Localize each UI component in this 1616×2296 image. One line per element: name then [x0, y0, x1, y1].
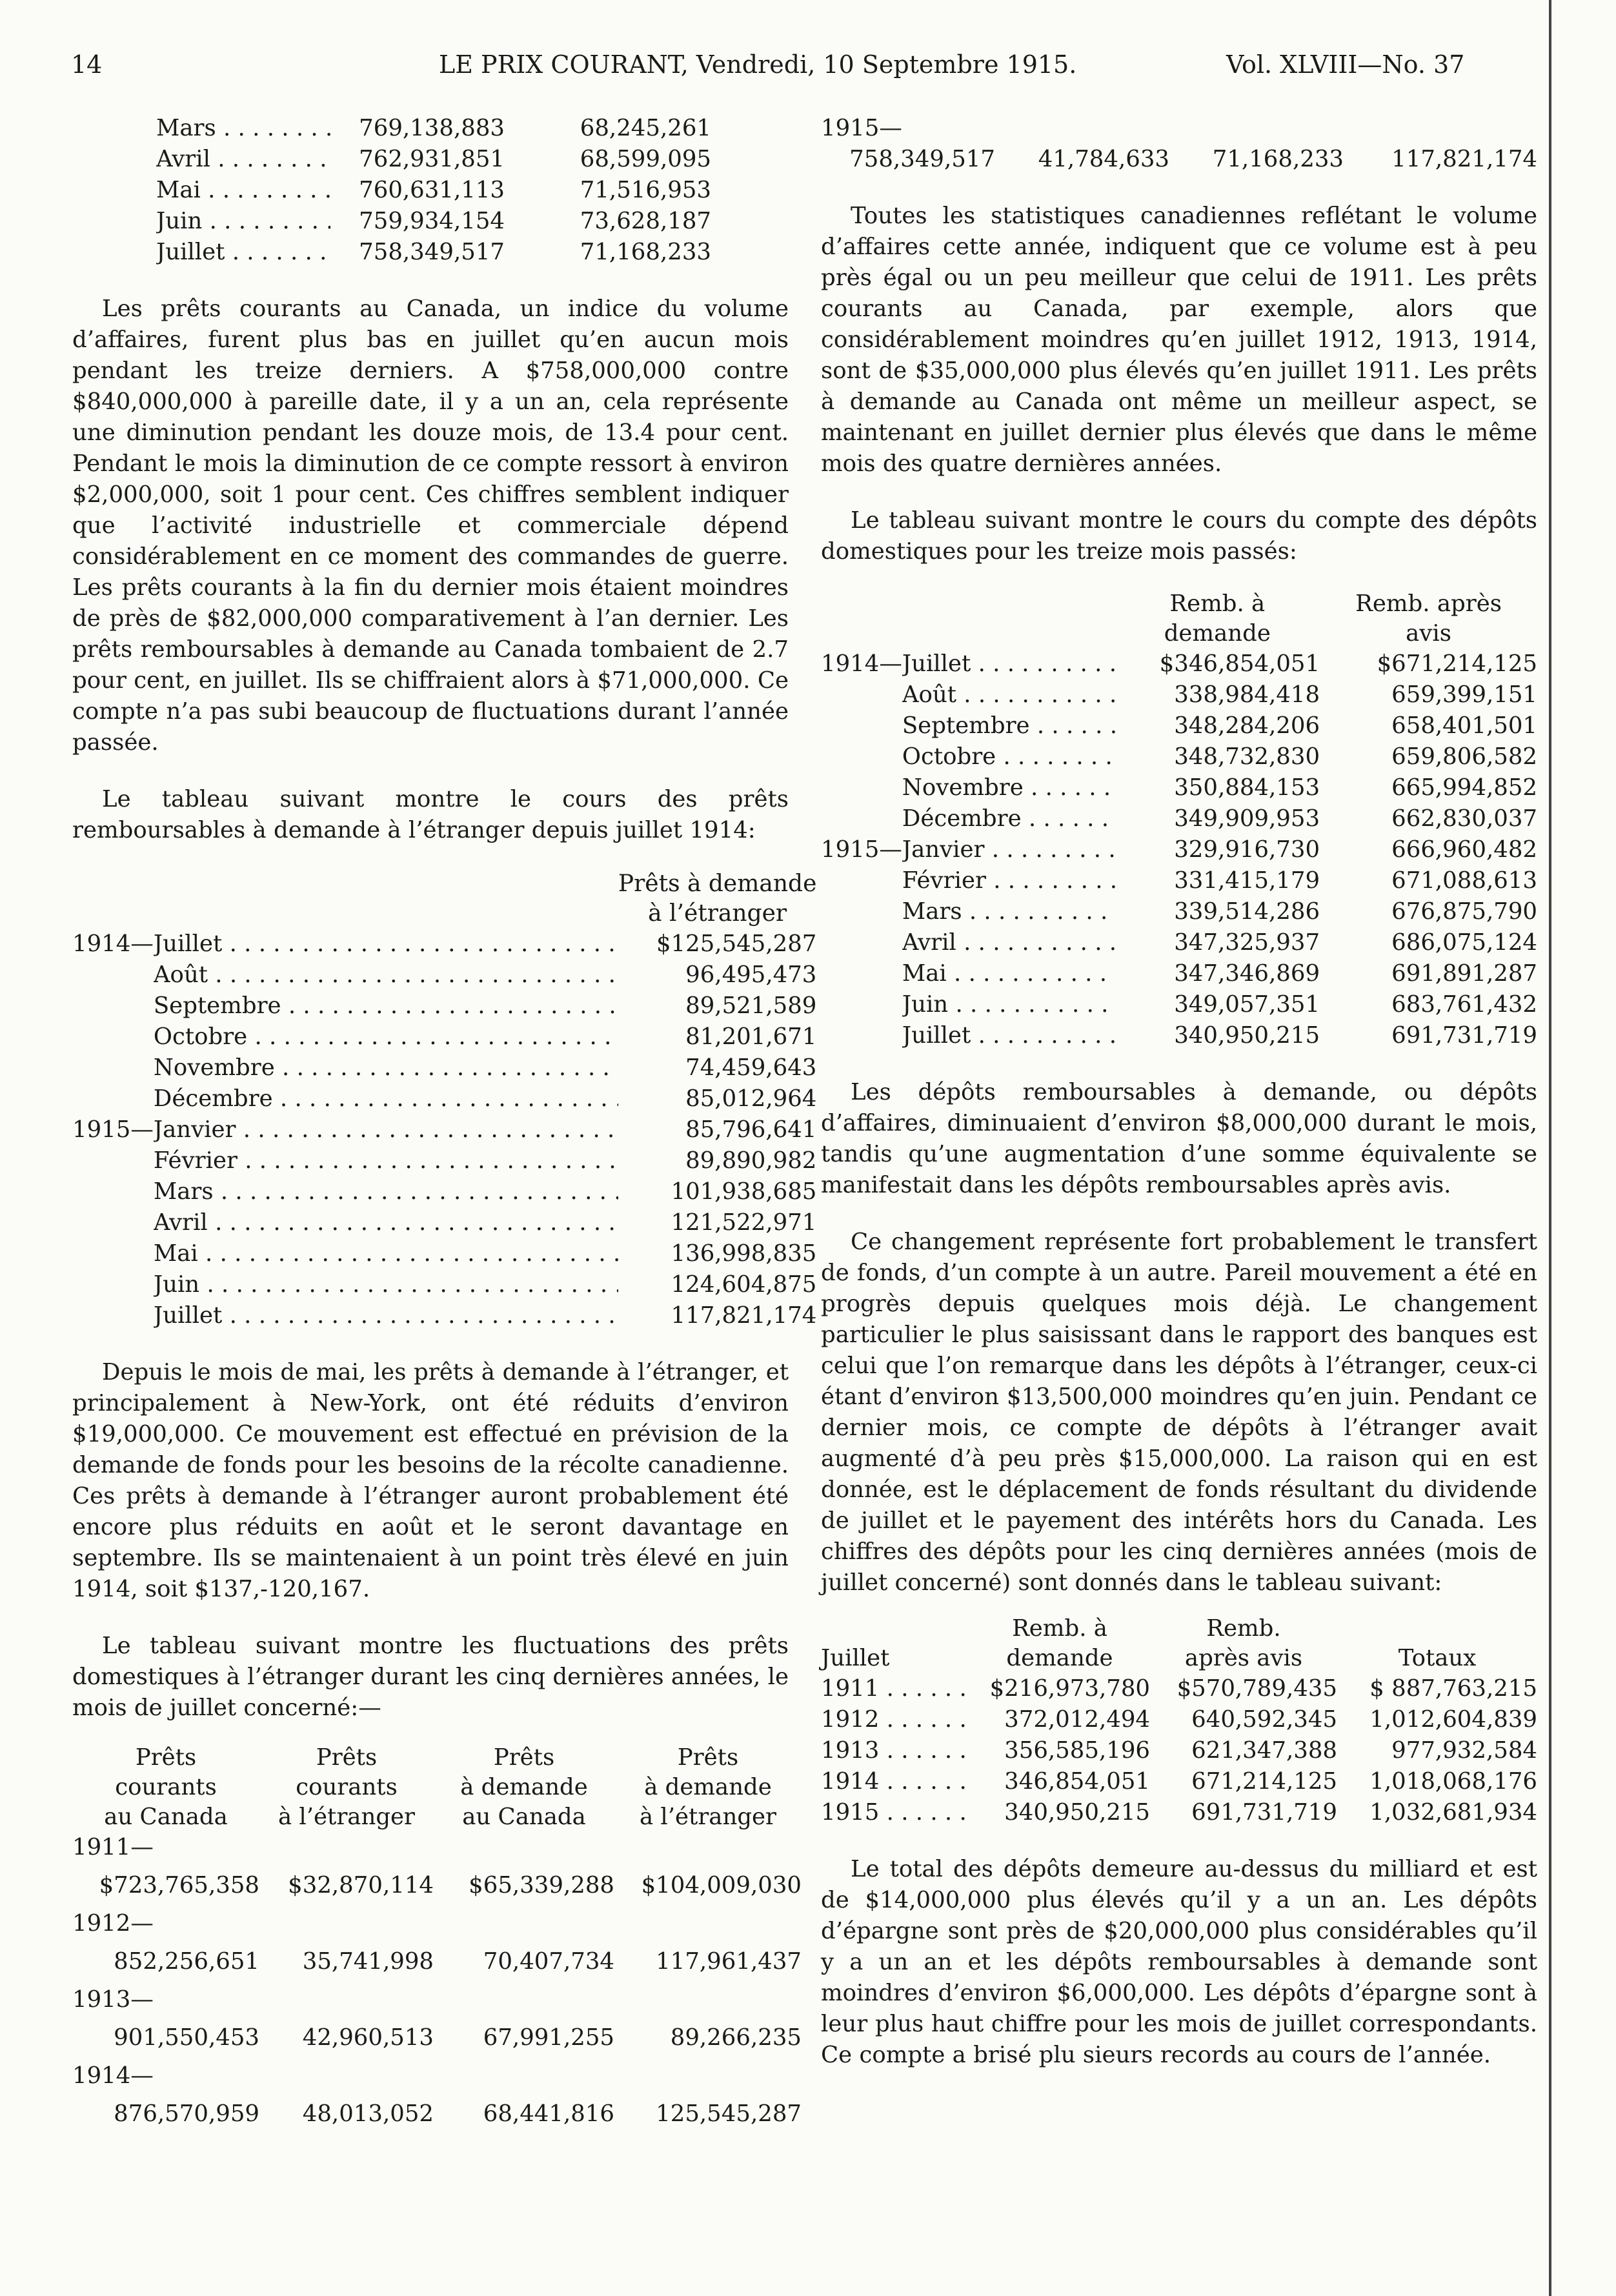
table-row — [821, 1735, 1537, 1766]
table-cell: 74,459,643 — [685, 1054, 817, 1081]
table-cell: Décembre . . . — [902, 803, 1115, 834]
table-row — [156, 113, 711, 144]
table-row — [821, 710, 1537, 741]
table-cell: 68,245,261 — [580, 115, 711, 141]
table-cell: Septembre . . . — [154, 991, 618, 1022]
volume-number: Vol. XLVIII—No. 37 — [1226, 50, 1465, 79]
table-row — [821, 958, 1537, 989]
table-cell: 691,731,719 — [1391, 1022, 1537, 1049]
table-cell: $346,854,051 — [1159, 650, 1320, 677]
table-cell: 758,349,517 — [359, 239, 505, 265]
table-cell: Février . . . — [154, 1145, 618, 1176]
table-cell: Mai . . . — [154, 1238, 618, 1269]
table-row — [72, 2015, 802, 2060]
table-cell: 666,960,482 — [1391, 836, 1537, 863]
table-row — [72, 1238, 816, 1269]
left-column — [72, 113, 817, 2137]
five-year-loans-1915-row — [821, 113, 1537, 175]
table-cell: 686,075,124 — [1391, 929, 1537, 956]
table-cell: Juillet . . . — [902, 1020, 1115, 1051]
table-cell: 42,960,513 — [302, 2024, 434, 2051]
table-cell: 901,550,453 — [114, 2024, 259, 2051]
table-cell: 340,950,215 — [1174, 1022, 1320, 1049]
five-year-loans-table — [72, 1743, 802, 2137]
table-cell: $ 887,763,215 — [1369, 1675, 1537, 1702]
table-row — [821, 680, 1537, 710]
table-cell: Juin . . . — [902, 989, 1115, 1020]
table-cell: Juin . . . — [154, 1269, 618, 1300]
foreign-loans-header-2: à l’étranger — [648, 900, 787, 927]
table-cell: 348,732,830 — [1174, 743, 1320, 770]
table-cell: 1914— — [821, 650, 902, 677]
table-cell: 760,631,113 — [359, 177, 505, 203]
table-cell: 1,018,068,176 — [1369, 1768, 1537, 1795]
table-cell: Avril . . . — [902, 927, 1115, 958]
table-cell — [821, 927, 902, 958]
table-cell — [72, 960, 154, 991]
table-row — [72, 1022, 816, 1052]
table-cell: 70,407,734 — [483, 1948, 614, 1975]
table-cell: 640,592,345 — [1191, 1706, 1337, 1733]
table-cell: Juillet . . . — [156, 237, 330, 268]
table-cell: 1,012,604,839 — [1369, 1706, 1537, 1733]
table-row — [156, 175, 711, 206]
table-row — [156, 144, 711, 175]
table-cell: 89,521,589 — [685, 992, 817, 1019]
table-cell: Novembre . . . — [902, 772, 1115, 803]
table-cell — [72, 1238, 154, 1269]
table-cell: 331,415,179 — [1174, 867, 1320, 894]
table-cell: Octobre . . . — [902, 741, 1115, 772]
table-cell: 85,012,964 — [685, 1085, 817, 1112]
col2-header: Prêts courants à l’étranger — [278, 1744, 416, 1830]
table-cell — [821, 865, 902, 896]
table-cell — [72, 1300, 154, 1331]
table-row — [72, 1300, 816, 1331]
table-cell: 71,516,953 — [580, 177, 711, 203]
table-cell: 662,830,037 — [1391, 805, 1537, 832]
table-row — [72, 1207, 816, 1238]
table-cell: 125,545,287 — [656, 2100, 802, 2127]
table-cell — [821, 989, 902, 1020]
table-cell: 1915 . . . — [821, 1797, 969, 1828]
table-cell: 1914— — [72, 931, 154, 957]
table-cell: 372,012,494 — [1004, 1706, 1150, 1733]
table-row — [821, 896, 1537, 927]
table-cell: 81,201,671 — [685, 1023, 817, 1050]
table-cell: 35,741,998 — [302, 1948, 434, 1975]
table-cell: 117,821,174 — [671, 1302, 817, 1329]
table-cell: Mai . . . — [156, 175, 330, 206]
paragraph-deposits-intro: Le tableau suivant montre le cours du compte des dépôts domestiques pour les treize mois passés: — [821, 507, 1537, 565]
table-cell — [72, 1145, 154, 1176]
table-cell: 1915— — [821, 836, 902, 863]
table-cell: 73,628,187 — [580, 208, 711, 234]
table-cell: 346,854,051 — [1004, 1768, 1150, 1795]
table-cell — [72, 1022, 154, 1052]
table-cell: Novembre . . . — [154, 1052, 618, 1083]
table-cell: 1914 . . . — [821, 1766, 969, 1797]
table-row — [821, 1020, 1537, 1051]
table-cell: 1911— — [72, 1834, 154, 1860]
table-cell: 762,931,851 — [359, 146, 505, 172]
table-cell — [72, 991, 154, 1022]
table-cell — [821, 772, 902, 803]
right-column — [821, 113, 1537, 2071]
table-cell — [72, 1176, 154, 1207]
table-cell: Septembre . . . — [902, 710, 1115, 741]
table-cell: Juin . . . — [156, 206, 330, 237]
table-cell: 85,796,641 — [685, 1116, 817, 1143]
page-number: 14 — [71, 50, 103, 79]
deposits-table — [821, 589, 1537, 1051]
table-row — [72, 1269, 816, 1300]
table-row — [821, 1797, 1537, 1828]
table-cell: Mars . . . — [902, 896, 1115, 927]
table-cell: Août . . . — [902, 680, 1115, 710]
table-row — [72, 1832, 802, 1863]
table-cell: 769,138,883 — [359, 115, 505, 141]
table-cell — [72, 1207, 154, 1238]
table-cell: 665,994,852 — [1391, 774, 1537, 801]
paragraph-transfer-funds: Ce changement représente fort probablement le transfert de fonds, d’un compte à un autre. Pareil mouvement a été en progrès depuis quelques mois déjà. Le changement particulier le plus saisissant dans le rapport des banques est celui que l’on remarque dans les dépôts à l’étranger, ceux-ci étant d’environ $13,500,000 moindres qu’en juin. Pendant ce dernier mois, ce compte de dépôts à l’étranger avait augmenté d’à peu près $15,000,000. La raison qui en est donnée, est le déplacement de fonds résultant du dividende de juillet et le payement des intérêts hors du Canada. Les chiffres des dépôts pour les cinq dernières années (mois de juillet concerné) sont donnés dans le tableau suivant: — [821, 1229, 1537, 1596]
page-header — [71, 50, 1517, 89]
table-row — [821, 865, 1537, 896]
table-cell: 621,347,388 — [1191, 1737, 1337, 1764]
table-cell: 1911 . . . — [821, 1673, 969, 1704]
table-cell: 329,916,730 — [1174, 836, 1320, 863]
table-row — [72, 929, 816, 960]
table-row — [821, 1704, 1537, 1735]
table-cell: 1,032,681,934 — [1369, 1799, 1537, 1826]
table-cell: 977,932,584 — [1391, 1737, 1537, 1764]
deposits5-header-c: Totaux — [1398, 1645, 1477, 1671]
deposits5-header-a: Remb. à demande — [1006, 1615, 1113, 1671]
table-cell: 683,761,432 — [1391, 991, 1537, 1018]
table-cell: 1912 . . . — [821, 1704, 969, 1735]
table-cell: 117,821,174 — [1391, 146, 1537, 172]
col4-header: Prêts à demande à l’étranger — [639, 1744, 777, 1830]
table-row — [821, 1673, 1537, 1704]
table-cell: 71,168,233 — [1212, 146, 1344, 172]
table-cell — [821, 710, 902, 741]
paragraph-business-deposits: Les dépôts remboursables à demande, ou dépôts d’affaires, diminuaient d’environ $8,000,000 durant le mois, tandis qu’une augmentation d’une somme équivalente se manifestait dans les dépôts remboursables après avis. — [821, 1079, 1537, 1198]
loans-continued-table — [156, 113, 711, 268]
table-cell: Mars . . . — [156, 113, 330, 144]
table-cell: 659,399,151 — [1391, 681, 1537, 708]
table-cell: 1915— — [72, 1116, 154, 1143]
table-row — [156, 237, 711, 268]
table-cell: 1913 . . . — [821, 1735, 969, 1766]
table-cell: 1912— — [72, 1910, 154, 1937]
table-row — [72, 1052, 816, 1083]
table-cell: 71,168,233 — [580, 239, 711, 265]
table-cell: 876,570,959 — [114, 2100, 259, 2127]
table-cell: 347,346,869 — [1174, 960, 1320, 987]
deposits-header-a: Remb. à demande — [1164, 590, 1271, 647]
table-cell: 356,585,196 — [1004, 1737, 1150, 1764]
table-cell: 68,599,095 — [580, 146, 711, 172]
table-cell: 759,934,154 — [359, 208, 505, 234]
table-cell: 67,991,255 — [483, 2024, 614, 2051]
deposits-year-header: Juillet — [821, 1645, 890, 1671]
table-cell: $216,973,780 — [989, 1675, 1150, 1702]
table-row — [821, 649, 1537, 680]
table-cell: $125,545,287 — [656, 931, 817, 957]
table-cell: Mai . . . — [902, 958, 1115, 989]
table-cell: 1913— — [72, 1986, 154, 2013]
table-row — [72, 2060, 802, 2091]
paragraph-five-year-intro: Le tableau suivant montre les fluctuations des prêts domestiques à l’étranger durant les cinq dernières années, le mois de juillet concerné:— — [72, 1633, 789, 1721]
table-cell: 671,214,125 — [1191, 1768, 1337, 1795]
table-cell — [72, 1269, 154, 1300]
table-row — [821, 1766, 1537, 1797]
table-row — [72, 1984, 802, 2015]
table-cell: 339,514,286 — [1174, 898, 1320, 925]
table-row — [821, 834, 1537, 865]
table-cell: $32,870,114 — [288, 1872, 434, 1898]
table-row — [72, 1145, 816, 1176]
table-cell: Avril . . . — [154, 1207, 618, 1238]
table-cell: 671,088,613 — [1391, 867, 1537, 894]
table-cell: Février . . . — [902, 865, 1115, 896]
table-cell: Octobre . . . — [154, 1022, 618, 1052]
col1-header: Prêts courants au Canada — [104, 1744, 228, 1830]
table-cell: $104,009,030 — [641, 1872, 802, 1898]
table-row — [72, 960, 816, 991]
table-cell: 89,890,982 — [685, 1147, 817, 1174]
table-cell: 121,522,971 — [671, 1209, 817, 1236]
table-row — [821, 741, 1537, 772]
col3-header: Prêts à demande au Canada — [460, 1744, 588, 1830]
table-cell: 1914— — [72, 2062, 154, 2089]
paragraph-canadian-statistics: Toutes les statistiques canadiennes reflétant le volume d’affaires cette année, indiquent que ce volume est à peu près égal ou un peu meilleur que celui de 1911. Les prêts courants au Canada, par exemple, alors que considérablement moindres qu’en juillet 1912, 1913, 1914, sont de $35,000,000 plus élevés qu’en juillet 1911. Les prêts à demande au Canada ont même un meilleur aspect, se maintenant en juillet dernier plus élevés que dans le même mois des quatre dernières années. — [821, 203, 1537, 477]
table-cell: $65,339,288 — [469, 1872, 614, 1898]
table-cell: 96,495,473 — [685, 962, 817, 988]
table-row — [72, 1908, 802, 1939]
table-cell: 758,349,517 — [849, 146, 995, 172]
table-cell: 117,961,437 — [656, 1948, 802, 1975]
table-cell: $570,789,435 — [1177, 1675, 1337, 1702]
table-cell — [821, 741, 902, 772]
table-cell: 349,909,953 — [1174, 805, 1320, 832]
table-cell — [72, 1083, 154, 1114]
table-cell — [821, 896, 902, 927]
table-cell: 340,950,215 — [1004, 1799, 1150, 1826]
table-cell: 659,806,582 — [1391, 743, 1537, 770]
table-cell: 350,884,153 — [1174, 774, 1320, 801]
table-row — [72, 991, 816, 1022]
table-cell: Juillet . . . — [902, 649, 1115, 680]
table-cell: 658,401,501 — [1391, 712, 1537, 739]
table-cell — [821, 803, 902, 834]
table-cell: Avril . . . — [156, 144, 330, 175]
page-edge-line — [1549, 0, 1551, 2296]
paragraph-total-deposits: Le total des dépôts demeure au-dessus du milliard et est de $14,000,000 plus élevés qu’il y a un an. Les dépôts d’épargne sont près de $20,000,000 plus considérables qu’il y a un an et les dépôts remboursables à demande sont moindres d’environ $6,000,000. Les dépôts d’épargne sont à leur plus haut chiffre pour les mois de juillet correspondants. Ce compte a brisé plu sieurs records au cours de l’année. — [821, 1856, 1537, 2068]
table-cell — [821, 958, 902, 989]
table-cell — [821, 680, 902, 710]
deposits5-header-b: Remb. après avis — [1184, 1615, 1303, 1671]
table-cell: Janvier . . . — [154, 1114, 618, 1145]
table-cell: 852,256,651 — [114, 1948, 259, 1975]
table-cell: $671,214,125 — [1377, 650, 1537, 677]
table-row — [72, 2091, 802, 2137]
table-cell: 691,731,719 — [1191, 1799, 1337, 1826]
paragraph-foreign-reduction: Depuis le mois de mai, les prêts à demande à l’étranger, et principalement à New-York, ont été réduits d’environ $19,000,000. Ce mouvement est effectué en prévision de la demande de fonds pour les besoins de la récolte canadienne. Ces prêts à demande à l’étranger auront probablement été encore plus réduits en août et le seront davantage en septembre. Ils se maintenaient à un point très élevé en juin 1914, soit $137,-120,167. — [72, 1359, 789, 1602]
table-cell: 348,284,206 — [1174, 712, 1320, 739]
table-cell: Janvier . . . — [902, 834, 1115, 865]
table-cell: Décembre . . . — [154, 1083, 618, 1114]
table-row — [821, 772, 1537, 803]
year-label-1915: 1915— — [821, 115, 902, 141]
table-cell: Juillet . . . — [154, 929, 618, 960]
table-cell: Juillet . . . — [154, 1300, 618, 1331]
table-cell: 68,441,816 — [483, 2100, 614, 2127]
table-cell: 41,784,633 — [1038, 146, 1169, 172]
five-year-deposits-table — [821, 1614, 1537, 1828]
table-cell: 89,266,235 — [670, 2024, 802, 2051]
table-row — [821, 927, 1537, 958]
table-cell: 101,938,685 — [671, 1178, 817, 1205]
table-cell: Mars . . . — [154, 1176, 618, 1207]
table-row — [72, 1083, 816, 1114]
table-row — [72, 1176, 816, 1207]
table-row — [821, 989, 1537, 1020]
table-row — [72, 1939, 802, 1984]
table-cell: 338,984,418 — [1174, 681, 1320, 708]
table-row — [72, 1114, 816, 1145]
foreign-loans-table — [72, 869, 816, 1331]
foreign-loans-header-1: Prêts à demande — [618, 871, 817, 897]
table-cell: Août . . . — [154, 960, 618, 991]
table-cell: 124,604,875 — [671, 1271, 817, 1298]
table-row — [156, 206, 711, 237]
table-row — [821, 803, 1537, 834]
table-cell — [821, 1020, 902, 1051]
paragraph-current-loans: Les prêts courants au Canada, un indice du volume d’affaires, furent plus bas en juillet qu’en aucun mois pendant les treize derniers. A $758,000,000 contre $840,000,000 à pareille date, il y a un an, cela représente une diminution pendant les douze mois, de 13.4 pour cent. Pendant le mois la diminution de ce compte ressort à environ $2,000,000, soit 1 pour cent. Ces chiffres semblent indiquer que l’activité industrielle et commerciale dépend considérablement en ce moment des commandes de guerre. Les prêts courants à la fin du dernier mois étaient moindres de près de $82,000,000 comparativement à l’an dernier. Les prêts remboursables à demande au Canada tombaient de 2.7 pour cent, en juillet. Ils se chiffraient alors à $71,000,000. Ce compte n’a pas subi beaucoup de fluctuations durant l’année passée. — [72, 296, 789, 756]
table-cell — [72, 1052, 154, 1083]
journal-title: LE PRIX COURANT, Vendredi, 10 Septembre 1915. — [439, 50, 1077, 79]
table-cell: 676,875,790 — [1391, 898, 1537, 925]
table-cell: 347,325,937 — [1174, 929, 1320, 956]
table-row — [72, 1863, 802, 1908]
table-cell: 349,057,351 — [1174, 991, 1320, 1018]
deposits-header-b: Remb. après avis — [1355, 590, 1502, 647]
table-cell: 136,998,835 — [671, 1240, 817, 1267]
paragraph-foreign-loans-intro: Le tableau suivant montre le cours des prêts remboursables à demande à l’étranger depuis juillet 1914: — [72, 786, 789, 843]
table-cell: 691,891,287 — [1391, 960, 1537, 987]
table-cell: $723,765,358 — [99, 1872, 259, 1898]
table-cell: 48,013,052 — [302, 2100, 434, 2127]
